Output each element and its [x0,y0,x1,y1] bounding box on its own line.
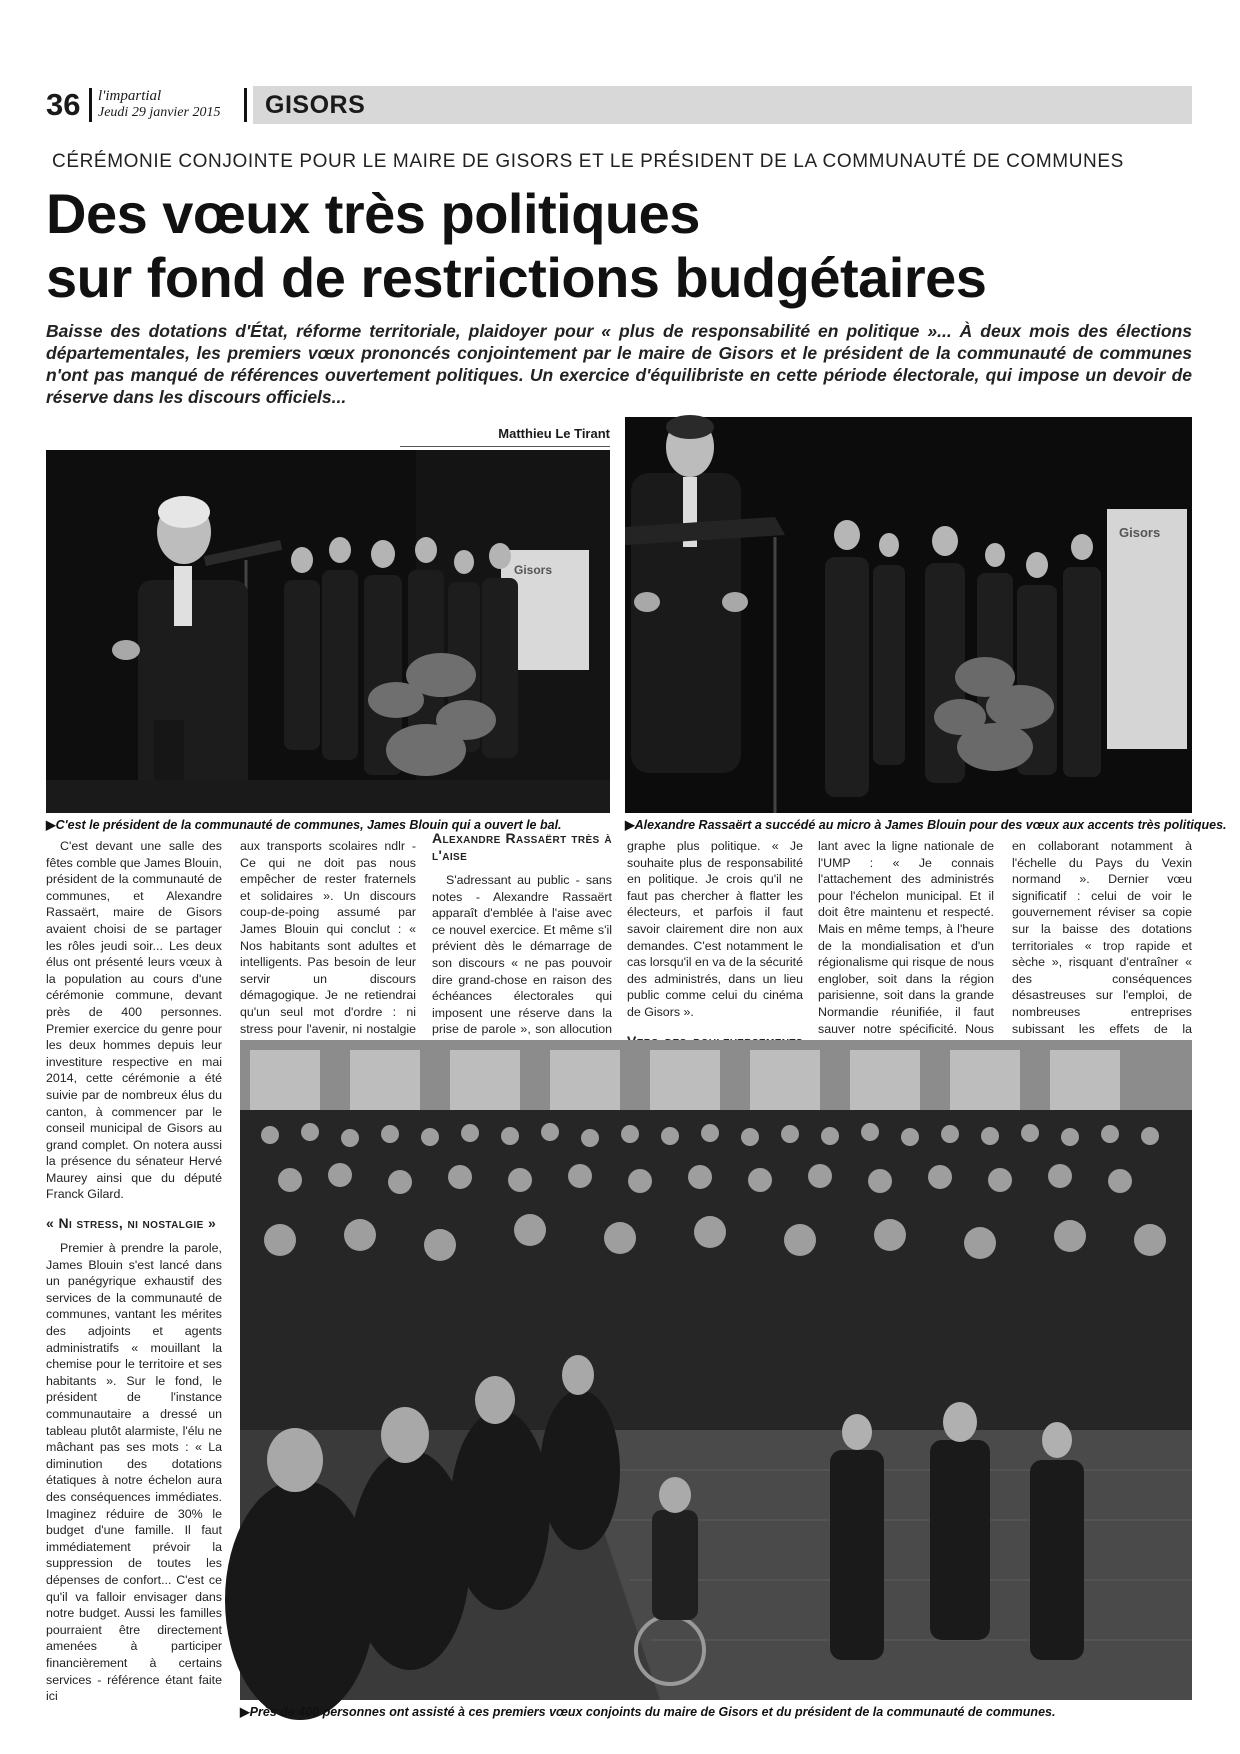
caption-arrow-icon: ▶ [46,818,56,832]
article-column-1 [46,838,222,1704]
article-column-4 [627,838,803,1038]
article-column-6 [1012,838,1192,1038]
paragraph: lant avec la ligne nationale de l'UMP : « Je connais l'attachement des administrés pour l'échelon municipal. Et il doit être maintenu et respecté. Mais en même temps, à l'heure de la mondialisation et d'un régionalisme qui risque de nous englober, soit dans la région parisienne, soit dans la grande Normandie réunifiée, il faut sauver notre spécificité. Nous [818,839,994,1036]
article-column-3 [432,826,612,1038]
byline-rule [400,446,610,447]
paragraph: Premier à prendre la parole, James Blouin s'est lancé dans un panégyrique exhaustif des services de la communauté de communes, vantant les mérites des adjoints et agents administratifs « mouillant la chemise pour le territoire et ses habitants ». Sur le fond, le président de l'instance communautaire a dressé un tableau plutôt alarmiste, l'élu ne mâchant pas ses mots : « La diminution des dotations étatiques à notre échelon aura des conséquences immédiates. Imaginez réduire de 30% le budget d'une famille. Il faut immédiatement prévoir la suppression de toutes les dépenses de confort... C'est ce qu'il va falloir envisager dans notre budget. Aussi les familles pourraient être directement amenées à participer financièrement à certains services - référence étant faite ici [46,1241,222,1704]
caption-arrow-icon: ▶ [625,818,635,832]
paragraph: graphe plus politique. « Je souhaite plus de responsabilité en politique. Je crois qu'il ne faut pas chercher à flatter les électeurs, et parfois il faut savoir clairement dire non aux demandes. C'est notamment le cas lorsqu'il en va de la sécurité des administrés, dans un lieu public comme celui du cinéma de Gisors ». [627,839,803,1019]
paragraph: S'adressant au public - sans notes - Alexandre Rassaërt apparaît d'emblée à l'aise avec ce nouvel exercice. Et même s'il prévient dès le démarrage de son discours « ne pas pouvoir dire grand-chose en raison des échéances électorales qui imposent une réserve dans la prise de parole », son allocution [432,873,612,1037]
photo-caption-right [625,817,1227,832]
photo-crowd [240,1040,1192,1700]
article-column-5 [818,838,994,1038]
photo-caption-bottom [240,1704,1055,1719]
article-byline: Matthieu Le Tirant [498,426,610,441]
banner-text: Gisors [1119,525,1161,540]
page-header [46,86,1192,124]
headline-line: Des vœux très politiques [46,182,700,245]
section-band [253,86,1192,124]
photo-james-blouin [46,450,610,813]
article-headline [46,182,1206,310]
caption-text: Alexandre Rassaërt a succédé au micro à James Blouin pour des vœux aux accents très politiques. [634,818,1227,832]
subheading: « Ni stress, ni nostalgie » [46,1215,217,1232]
section-title: GISORS [265,91,366,119]
issue-date: Jeudi 29 janvier 2015 [98,105,221,120]
photo-alexandre-rassaert [625,417,1192,813]
banner-text: Gisors [514,563,553,577]
caption-text: Près de 400 personnes ont assisté à ces premiers vœux conjoints du maire de Gisors et du président de la communauté de communes. [249,1705,1056,1719]
paragraph: en collaborant notamment à l'échelle du Pays du Vexin normand ». Dernier vœu significatif : celui de voir le gouvernement réviser sa copie sur la baisse des dotations territoriales « trop rapide et sèche », risquant d'entraîner « des conséquences désastreuses sur l'emploi, de nombreuses entreprises subissant les effets de la [1012,839,1192,1036]
article-column-2 [240,838,416,1038]
paragraph: aux transports scolaires ndlr - Ce qui ne doit pas nous empêcher de rester fraternels et solidaires ». Un discours coup-de-poing assumé par James Blouin qui conclut : « Nos habitants sont adultes et intelligents. Pas besoin de leur servir un discours démagogique. Je ne retiendrai qu'un seul mot d'ordre : ni stress pour l'avenir, ni nostalgie [240,839,416,1036]
caption-text: C'est le président de la communauté de communes, James Blouin qui a ouvert le bal. [55,818,562,832]
article-standfirst: Baisse des dotations d'État, réforme territoriale, plaidoyer pour « plus de responsabilité en politique »... À deux mois des élections départementales, les premiers vœux prononcés conjointement par le maire de Gisors et le président de la communauté de communes n'ont pas manqué de références ouvertement politiques. Un exercice d'équilibriste en cette période électorale, qui impose un devoir de réserve dans les discours officiels... [46,321,1192,407]
headline-line: sur fond de restrictions budgétaires [46,246,987,309]
newspaper-name: l'impartial [98,88,162,104]
article-kicker: CÉRÉMONIE CONJOINTE POUR LE MAIRE DE GISORS ET LE PRÉSIDENT DE LA COMMUNAUTÉ DE COMMUNES [52,151,1124,172]
caption-arrow-icon: ▶ [240,1705,250,1719]
page-number: 36 [46,87,81,122]
header-divider [89,88,92,122]
subheading: Alexandre Rassaërt très à l'aise [432,830,612,863]
paragraph: C'est devant une salle des fêtes comble que James Blouin, président de la communauté de communes, et Alexandre Rassaërt, maire de Gisors avaient choisi de se partager les rôles jeudi soir... Les deux élus ont présenté leurs vœux à la population au cours d'une cérémonie commune, devant près de 400 personnes. Premier exercice du genre pour les deux hommes depuis leur investiture respective en mai 2014, cette cérémonie a été suivie par de nombreux élus du canton, à commencer par le conseil municipal de Gisors au grand complet. On notera aussi la présence du sénateur Hervé Maurey ainsi que du député Franck Gilard. [46,839,222,1202]
header-divider [244,88,247,122]
